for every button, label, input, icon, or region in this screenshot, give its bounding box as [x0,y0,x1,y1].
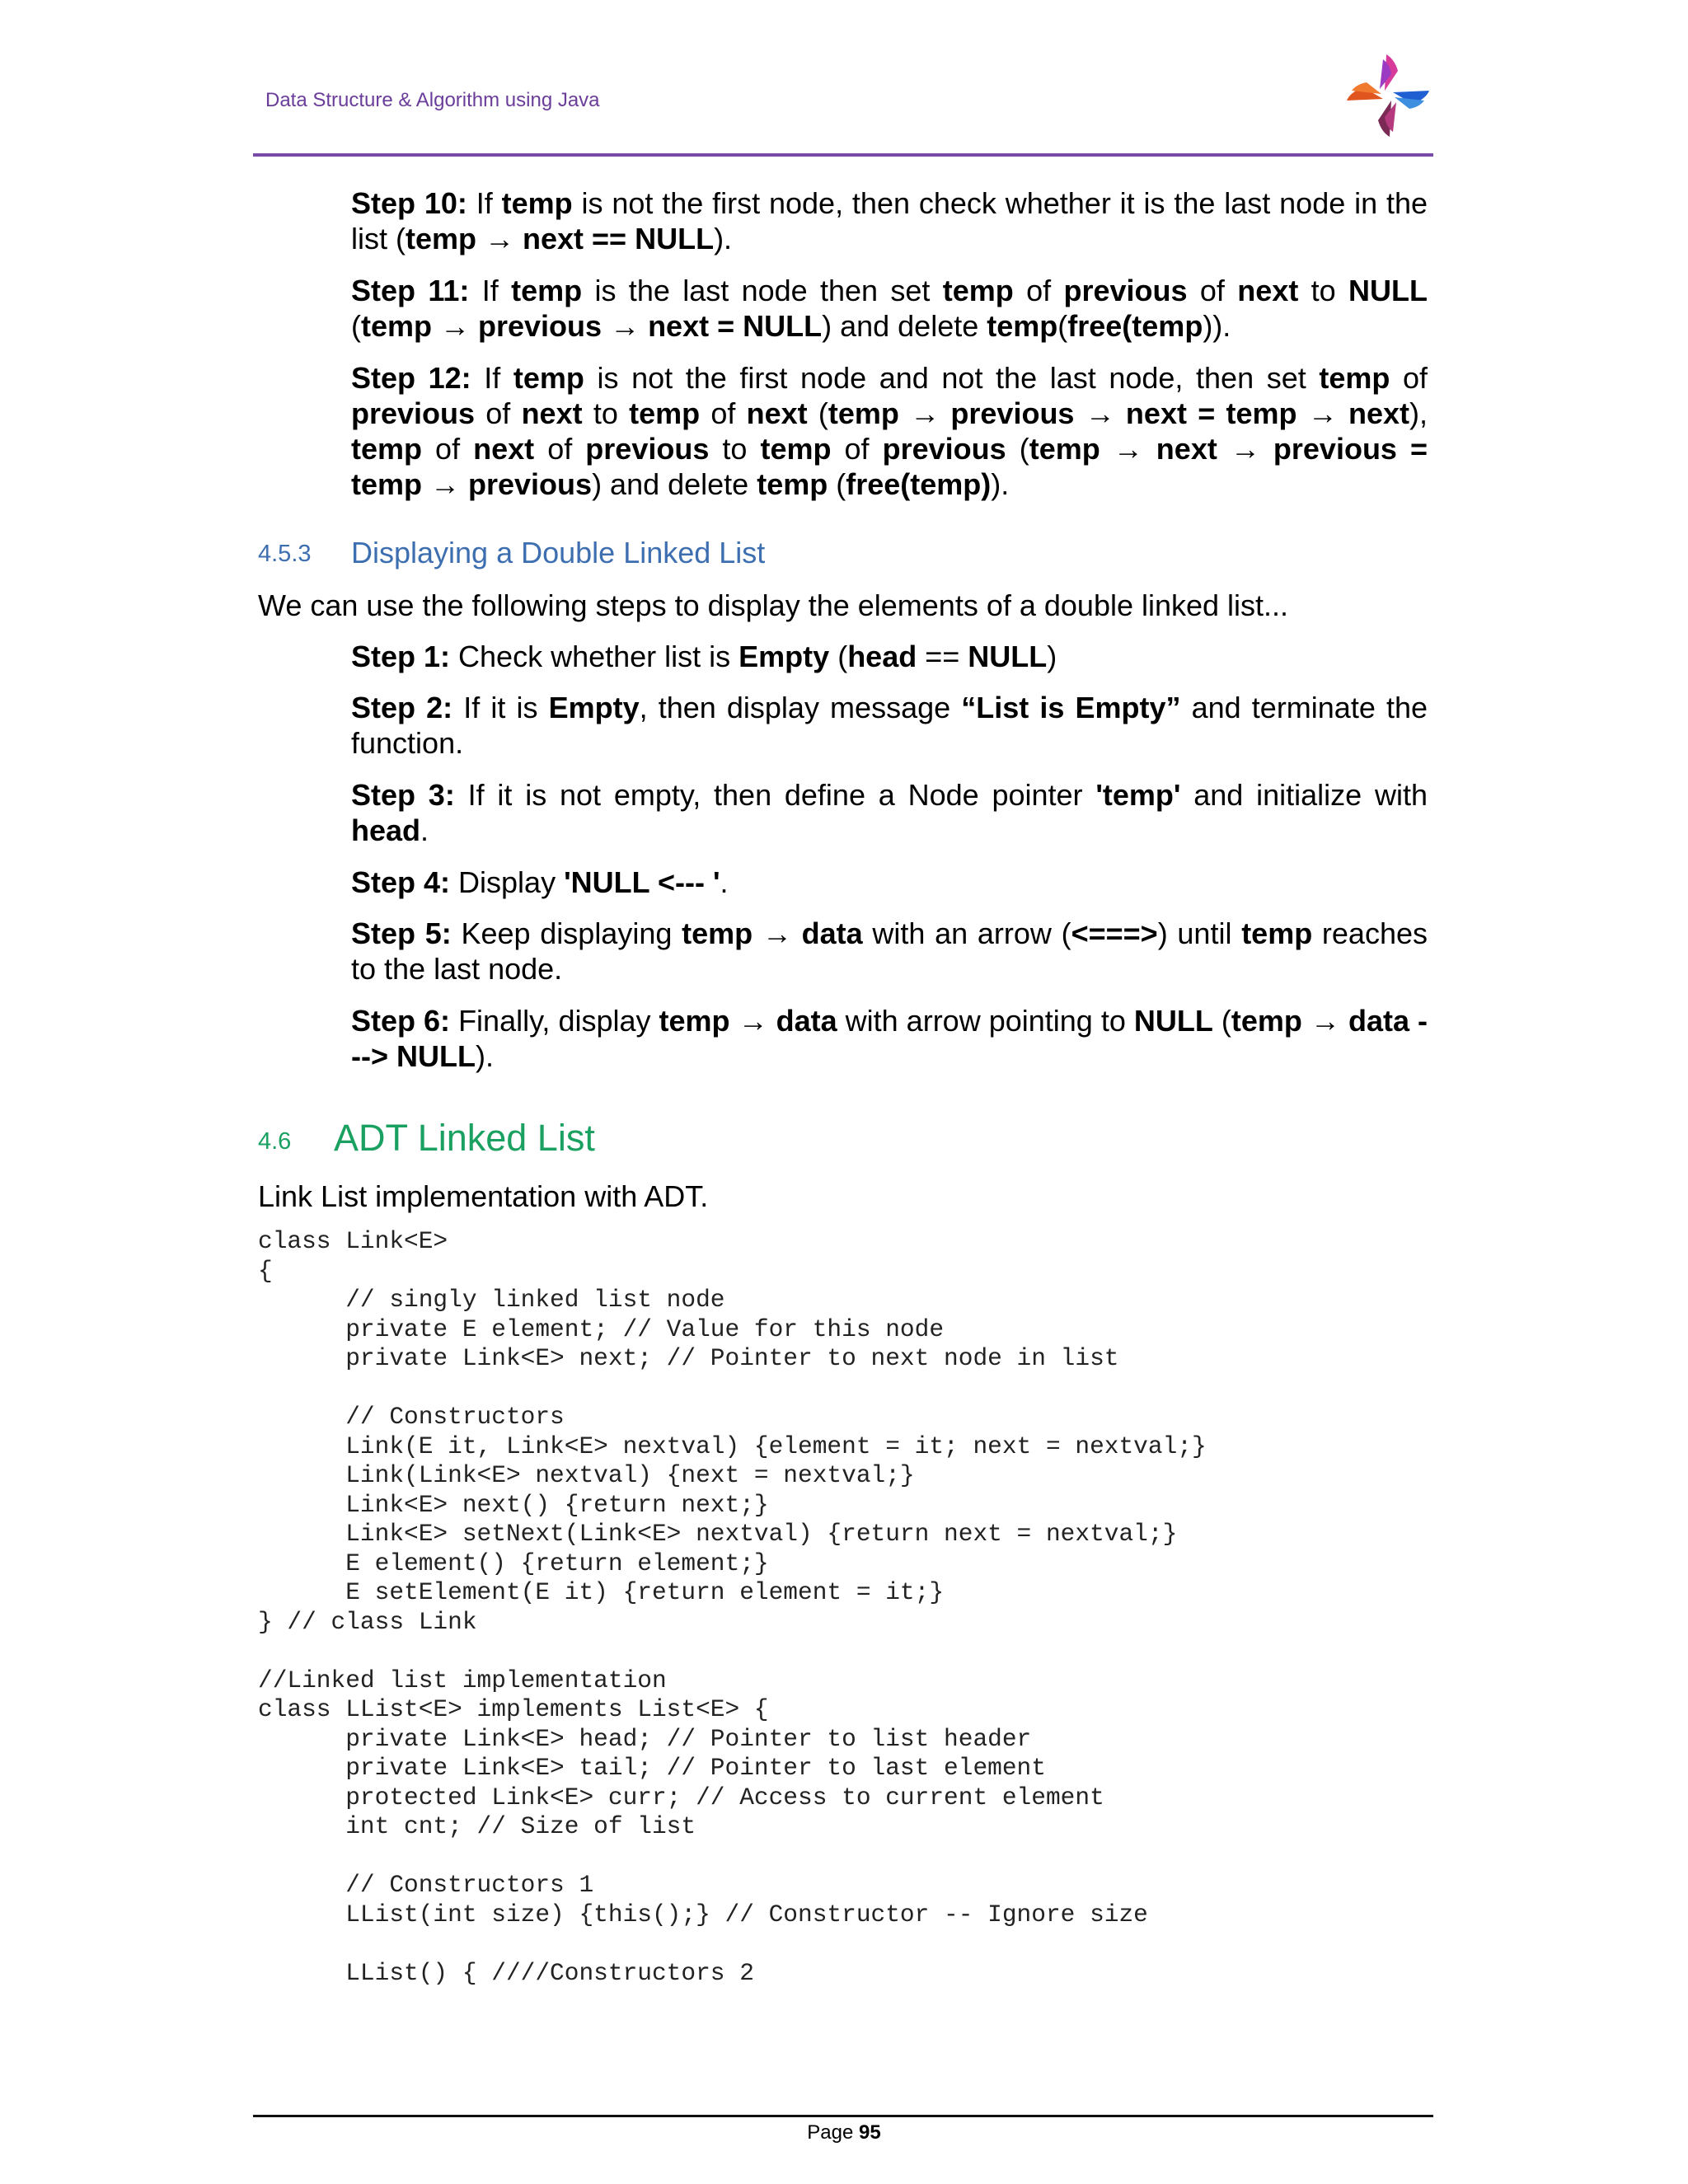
step-3: Step 3: If it is not empty, then define a Node pointer 'temp' and initialize with head. [351,778,1428,847]
step-12: Step 12: If temp is not the first node and not the last node, then set temp of previous of next to temp of next (temp → previous → next = temp → next), temp of next of previous to temp of previous (temp → next → previous = temp → previous) and delete temp (free(temp)). [351,361,1428,501]
step-6: Step 6: Finally, display temp → data with arrow pointing to NULL (temp → data ---> NULL). [351,1004,1428,1073]
code-line: Link<E> setNext(Link<E> nextval) {return next = nextval;} [258,1520,1178,1548]
section-number-4-5-3: 4.5.3 [258,541,312,567]
code-line: private E element; // Value for this node [258,1315,945,1343]
code-line: Link(Link<E> nextval) {next = nextval;} [258,1461,915,1489]
code-line: int cnt; // Size of list [258,1812,696,1840]
code-line: // Constructors 1 [258,1871,594,1899]
code-line: } // class Link [258,1607,477,1636]
code-line: // singly linked list node [258,1286,725,1314]
code-line: LList() { ////Constructors 2 [258,1958,754,1987]
section-title-displaying: Displaying a Double Linked List [351,536,766,569]
code-line: private Link<E> tail; // Pointer to last element [258,1754,1046,1782]
code-line: protected Link<E> curr; // Access to current element [258,1783,1104,1811]
step-2: Step 2: If it is Empty, then display message “List is Empty” and terminate the function. [351,691,1428,760]
page-label: Page [807,2121,854,2144]
code-line: //Linked list implementation [258,1666,667,1694]
page-number: 95 [859,2121,881,2144]
code-line: E setElement(E it) {return element = it;} [258,1578,945,1606]
step-1: Step 1: Check whether list is Empty (head == NULL) [351,640,1057,673]
code-line: LList(int size) {this();} // Constructor -- Ignore size [258,1900,1148,1929]
section-title-adt-linked-list: ADT Linked List [334,1117,595,1159]
step-4: Step 4: Display 'NULL <--- '. [351,865,729,899]
book-logo-icon [1342,49,1434,142]
code-line: class Link<E> [258,1227,448,1255]
section-intro-paragraph: We can use the following steps to display the elements of a double linked list... [258,588,1289,622]
step-11: Step 11: If temp is the last node then set temp of previous of next to NULL (temp → previous → next = NULL) and delete temp(free(temp)). [351,274,1428,343]
code-line: E element() {return element;} [258,1549,769,1577]
code-line: Link(E it, Link<E> nextval) {element = it; next = nextval;} [258,1432,1207,1460]
code-block [258,1227,1207,1988]
code-line: { [258,1256,273,1285]
step-5: Step 5: Keep displaying temp → data with an arrow (<===>) until temp reaches to the last node. [351,916,1428,986]
header-rule [253,153,1433,157]
code-line: Link<E> next() {return next;} [258,1490,769,1519]
page-footer [0,2121,1688,2144]
code-line [258,1842,1207,1872]
section-number-4-6: 4.6 [258,1128,292,1155]
code-line: private Link<E> head; // Pointer to list header [258,1724,1032,1753]
header-title: Data Structure & Algorithm using Java [265,89,600,111]
code-line [258,1374,1207,1404]
adt-intro-paragraph: Link List implementation with ADT. [258,1179,709,1213]
code-line: class LList<E> implements List<E> { [258,1695,769,1723]
footer-rule [253,2115,1433,2117]
code-line [258,1929,1207,1959]
code-line: // Constructors [258,1403,565,1431]
code-line [258,1637,1207,1666]
code-line: private Link<E> next; // Pointer to next node in list [258,1344,1119,1372]
step-10: Step 10: If temp is not the first node, then check whether it is the last node in the list (temp → next == NULL). [351,186,1428,255]
